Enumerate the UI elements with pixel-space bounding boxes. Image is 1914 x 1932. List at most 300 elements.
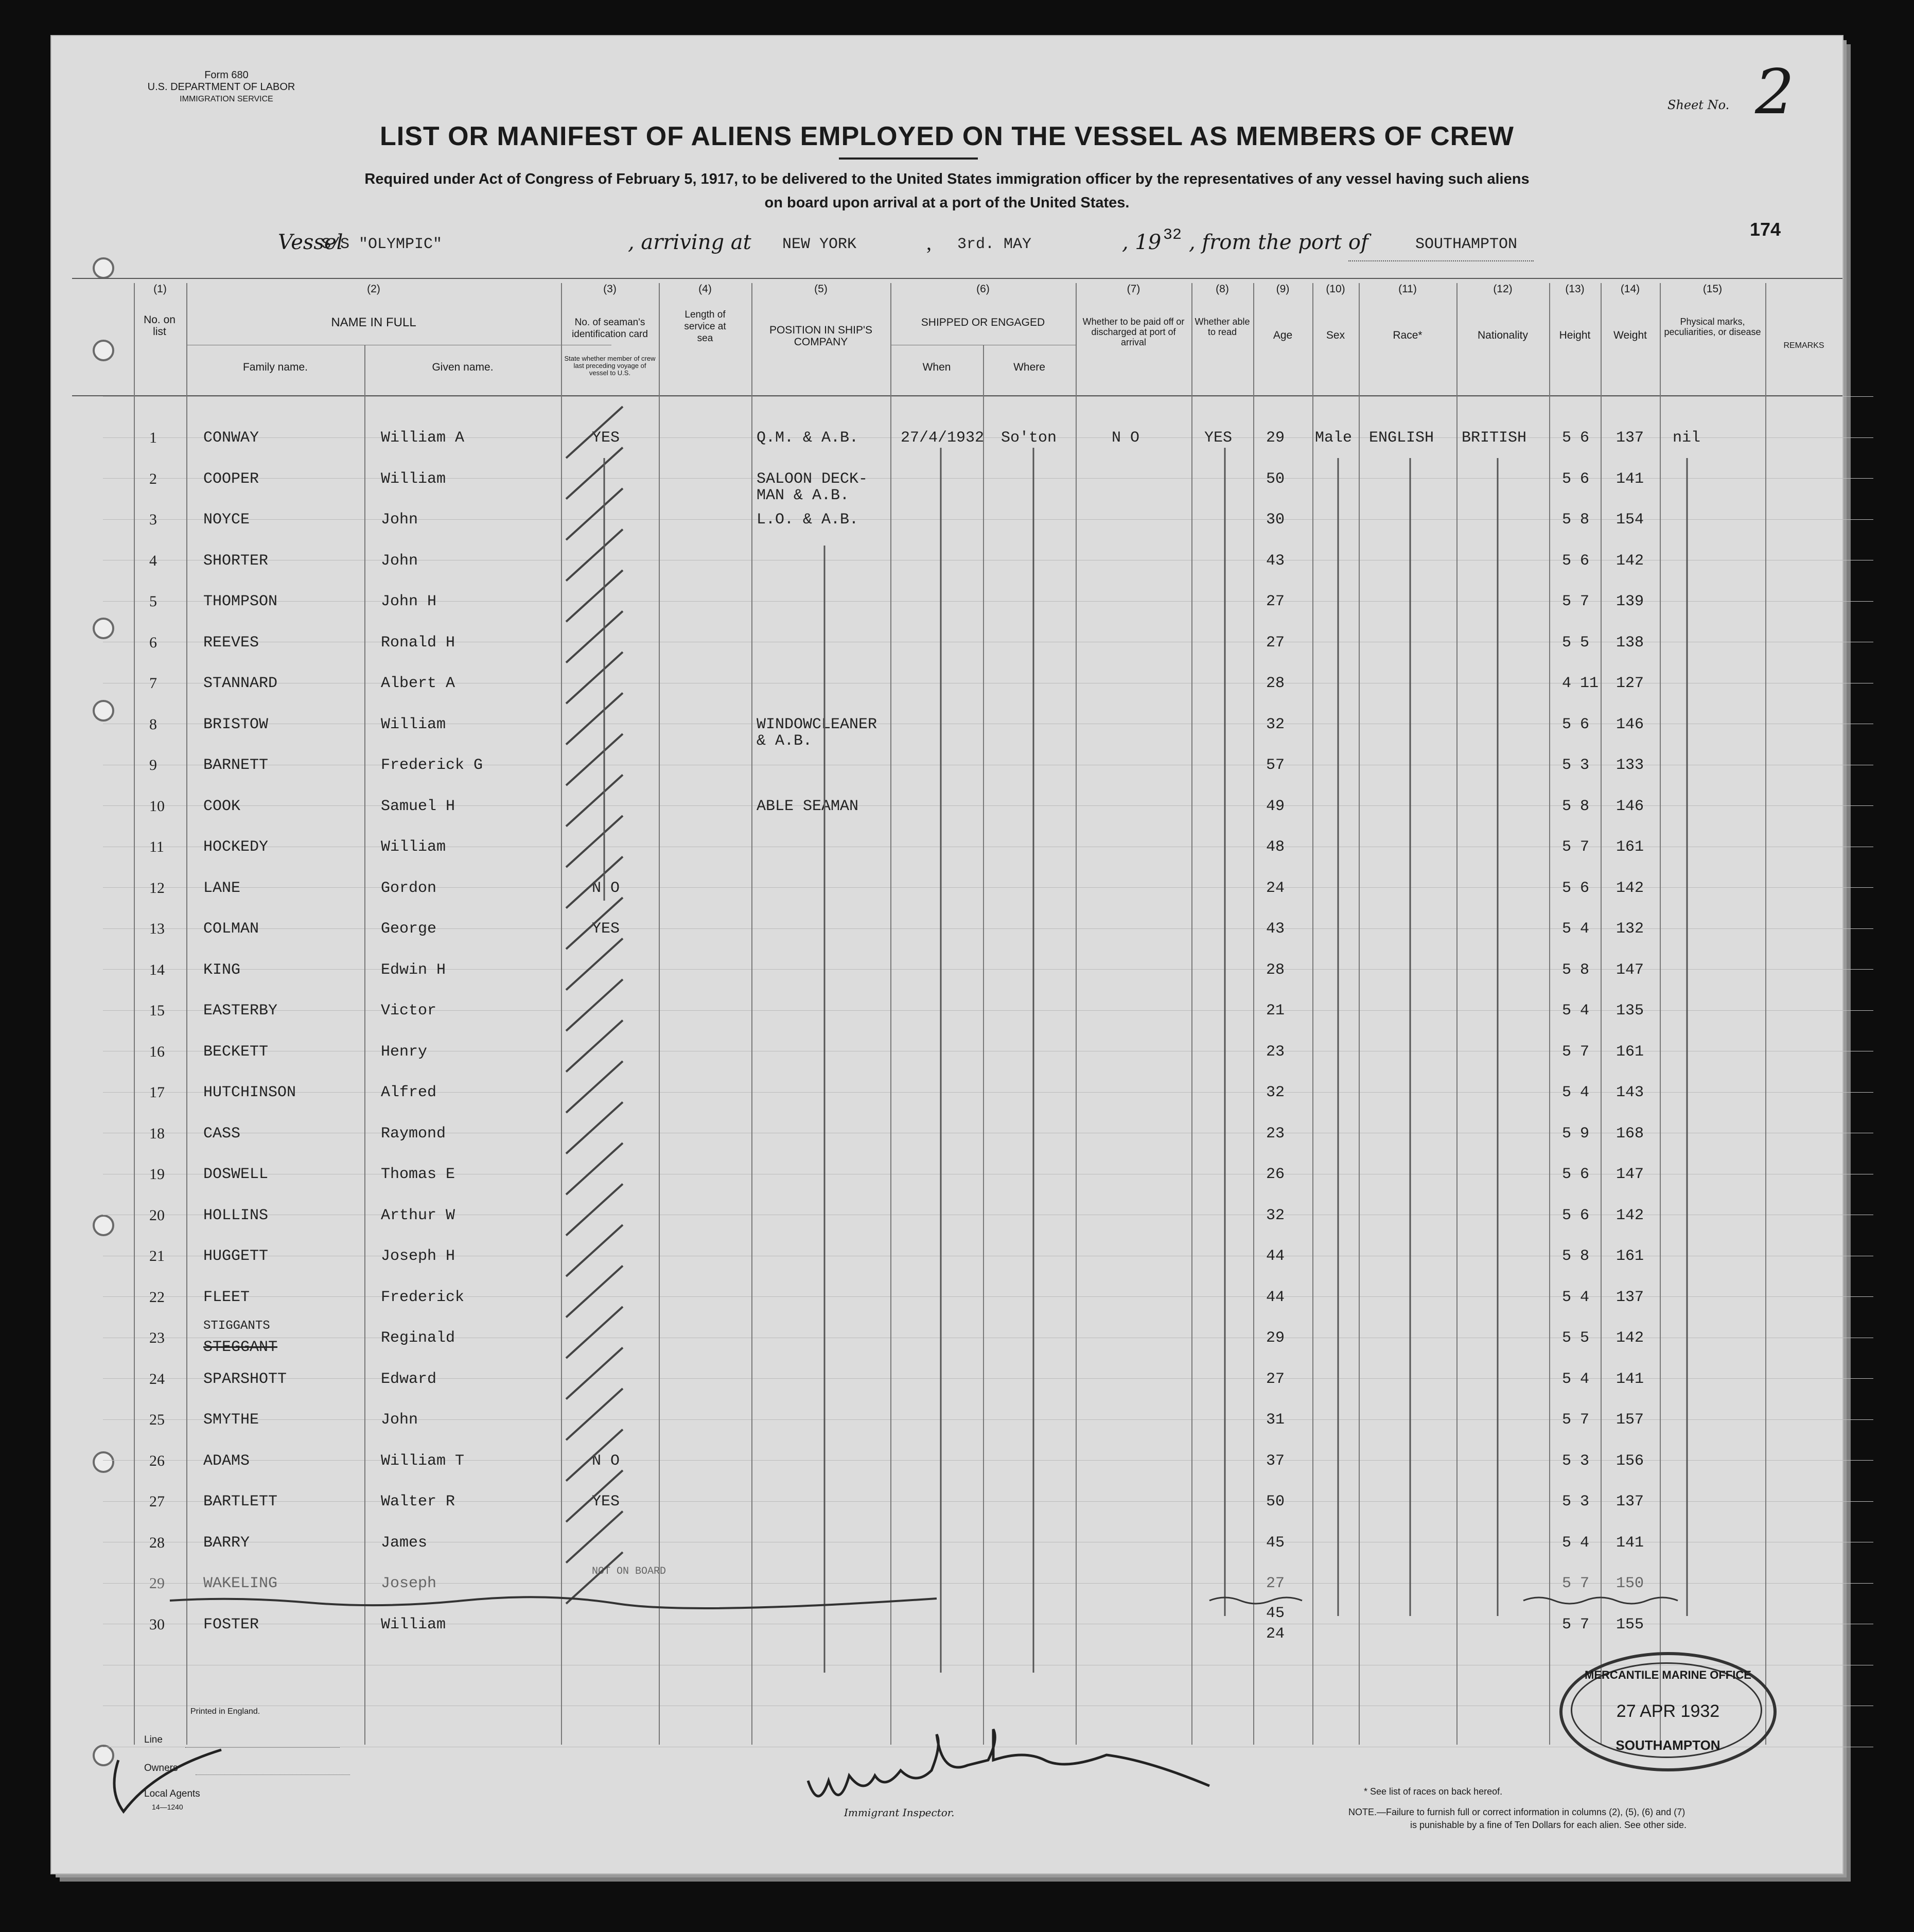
- height-inches: 3: [1580, 1452, 1590, 1470]
- height-feet: 5: [1562, 1084, 1572, 1101]
- given-name: William A: [381, 429, 465, 447]
- age: 44: [1266, 1248, 1285, 1265]
- weight: 141: [1616, 1534, 1644, 1552]
- col6a-header: When: [922, 361, 951, 373]
- given-name: John: [381, 1411, 418, 1429]
- height-feet: 5: [1562, 838, 1572, 856]
- given-name: Gordon: [381, 879, 437, 897]
- row-number: 17: [149, 1084, 165, 1101]
- weight: 161: [1616, 1248, 1644, 1265]
- height-feet: 5: [1562, 1493, 1572, 1511]
- weight: 142: [1616, 1329, 1644, 1347]
- height-feet: 5: [1562, 634, 1572, 652]
- col2-num: (2): [367, 283, 380, 295]
- weight: 133: [1616, 757, 1644, 774]
- height-inches: 5: [1580, 634, 1590, 652]
- weight: 157: [1616, 1411, 1644, 1429]
- row-number: 22: [149, 1288, 165, 1306]
- height-inches: 8: [1580, 797, 1590, 815]
- family-name: CASS: [203, 1125, 241, 1143]
- card-value: YES: [592, 920, 620, 938]
- family-name-struck: STEGGANT: [203, 1339, 278, 1356]
- height-inches: 6: [1580, 1166, 1590, 1183]
- age: 32: [1266, 1206, 1285, 1224]
- given-name: William: [381, 1615, 446, 1634]
- height-inches: 4: [1580, 1370, 1590, 1388]
- age: 31: [1266, 1411, 1285, 1429]
- weight: 155: [1616, 1615, 1644, 1634]
- row-number: 11: [149, 838, 164, 855]
- family-name: STIGGANTS: [203, 1319, 270, 1333]
- family-name: ADAMS: [203, 1452, 250, 1470]
- height-feet: 5: [1562, 879, 1572, 897]
- given-name: Edward: [381, 1370, 437, 1388]
- height-feet: 5: [1562, 1206, 1572, 1224]
- given-name: Samuel H: [381, 797, 455, 815]
- year-suffix: 32: [1163, 226, 1182, 244]
- page-title: LIST OR MANIFEST OF ALIENS EMPLOYED ON THE VESSEL AS MEMBERS OF CREW: [380, 121, 1514, 151]
- family-name: BARRY: [203, 1534, 250, 1552]
- family-name: SPARSHOTT: [203, 1370, 287, 1388]
- arriving-label: , arriving at: [628, 231, 751, 254]
- row-number: 16: [149, 1043, 165, 1060]
- col4-header: Length of service at sea: [684, 309, 726, 344]
- row-number: 28: [149, 1534, 165, 1551]
- position-line-2: & A.B.: [757, 732, 813, 750]
- col2a-header: Family name.: [242, 361, 308, 373]
- age: 28: [1266, 675, 1285, 692]
- family-name: HUTCHINSON: [203, 1084, 296, 1101]
- height-feet: 5: [1562, 715, 1572, 733]
- physical-marks: nil: [1673, 429, 1701, 447]
- col16-header: REMARKS: [1783, 341, 1824, 350]
- weight: 156: [1616, 1452, 1644, 1470]
- age: 28: [1266, 961, 1285, 979]
- row-number: 29: [149, 1575, 165, 1592]
- weight: 143: [1616, 1084, 1644, 1101]
- family-name: REEVES: [203, 634, 259, 652]
- col3-note: State whether member of crew last preceding voyage of vessel to U.S.: [564, 355, 656, 377]
- col6-num: (6): [976, 283, 990, 295]
- height-feet: 5: [1562, 1248, 1572, 1265]
- able-to-read: YES: [1204, 429, 1233, 447]
- row-number: 19: [149, 1166, 165, 1183]
- nationality: BRITISH: [1462, 429, 1527, 447]
- sheet-label: Sheet No.: [1667, 98, 1730, 112]
- height-feet: 5: [1562, 429, 1572, 447]
- given-name: George: [381, 920, 437, 938]
- line-rule: [185, 1747, 340, 1748]
- weight: 135: [1616, 1002, 1644, 1020]
- height-feet: 4: [1562, 675, 1572, 692]
- weight: 168: [1616, 1125, 1644, 1143]
- age: 37: [1266, 1452, 1285, 1470]
- height-inches: 7: [1580, 593, 1590, 610]
- age: 27: [1266, 1575, 1285, 1592]
- row-number: 3: [149, 511, 157, 528]
- height-inches: 6: [1580, 429, 1590, 447]
- family-name: BARNETT: [203, 757, 269, 774]
- age: 26: [1266, 1166, 1285, 1183]
- position: ABLE SEAMAN: [757, 797, 859, 815]
- given-name: Joseph: [381, 1575, 437, 1592]
- shipped-where: So'ton: [1001, 429, 1057, 447]
- row-number: 30: [149, 1615, 165, 1633]
- shipped-when: 27/4/1932: [901, 429, 985, 447]
- age: 27: [1266, 1370, 1285, 1388]
- age: 23: [1266, 1043, 1285, 1061]
- from-label: , from the port of: [1189, 231, 1368, 254]
- given-name: John: [381, 552, 418, 570]
- height-inches: 8: [1580, 511, 1590, 529]
- row-number: 15: [149, 1002, 165, 1019]
- department: U.S. DEPARTMENT OF LABOR: [147, 81, 295, 93]
- subtitle-2: on board upon arrival at a port of the United States.: [764, 195, 1130, 211]
- given-name: Reginald: [381, 1329, 455, 1347]
- col10-num: (10): [1326, 283, 1345, 295]
- family-name: THOMPSON: [203, 593, 278, 610]
- position: WINDOWCLEANER: [757, 715, 877, 733]
- height-inches: 7: [1580, 1043, 1590, 1061]
- family-name: COOK: [203, 797, 241, 815]
- age: 43: [1266, 920, 1285, 938]
- mercantile-stamp: [1559, 1652, 1777, 1771]
- height-feet: 5: [1562, 920, 1572, 938]
- height-feet: 5: [1562, 593, 1572, 610]
- subtitle-1: Required under Act of Congress of February 5, 1917, to be delivered to the United States immigration officer by the representatives of any vessel having such aliens: [364, 171, 1530, 187]
- height-feet: 5: [1562, 797, 1572, 815]
- family-name: COOPER: [203, 470, 259, 488]
- given-name: William: [381, 715, 446, 733]
- age: 30: [1266, 511, 1285, 529]
- height-feet: 5: [1562, 1370, 1572, 1388]
- col1-header: No. on list: [144, 314, 175, 338]
- height-inches: 3: [1580, 757, 1590, 774]
- given-name: John: [381, 511, 418, 529]
- age: 57: [1266, 757, 1285, 774]
- row-number: 4: [149, 552, 157, 569]
- col8-num: (8): [1216, 283, 1229, 295]
- age: 27: [1266, 634, 1285, 652]
- col9-header: Age: [1273, 329, 1293, 341]
- col12-num: (12): [1493, 283, 1513, 295]
- weight: 138: [1616, 634, 1644, 652]
- race: ENGLISH: [1369, 429, 1434, 447]
- weight: 132: [1616, 920, 1644, 938]
- year-prefix: , 19: [1122, 231, 1162, 254]
- note-line-2: is punishable by a fine of Ten Dollars for each alien. See other side.: [1410, 1820, 1687, 1830]
- height-inches: 4: [1580, 920, 1590, 938]
- age: 50: [1266, 1493, 1285, 1511]
- family-name: BRISTOW: [203, 715, 269, 733]
- card-value: YES: [592, 429, 620, 447]
- row-number: 26: [149, 1452, 165, 1469]
- family-name: HOLLINS: [203, 1206, 269, 1224]
- family-name: BARTLETT: [203, 1493, 278, 1511]
- sex: Male: [1315, 429, 1353, 447]
- col2-header: NAME IN FULL: [331, 315, 416, 329]
- age: 21: [1266, 1002, 1285, 1020]
- weight: 141: [1616, 470, 1644, 488]
- height-inches: 6: [1580, 715, 1590, 733]
- col15-num: (15): [1702, 283, 1723, 295]
- given-name: Edwin H: [381, 961, 446, 979]
- height-feet: 5: [1562, 1575, 1572, 1592]
- card-value: NOT ON BOARD: [592, 1566, 666, 1577]
- manifest-sheet: [51, 36, 1842, 1873]
- row-number: 9: [149, 757, 157, 774]
- line-label: Line: [144, 1734, 163, 1745]
- row-number: 23: [149, 1329, 165, 1346]
- weight: 141: [1616, 1370, 1644, 1388]
- form-ref: 14—1240: [152, 1803, 183, 1811]
- weight: 147: [1616, 1166, 1644, 1183]
- height-inches: 4: [1580, 1534, 1590, 1552]
- weight: 146: [1616, 715, 1644, 733]
- col6-header: SHIPPED OR ENGAGED: [921, 317, 1045, 328]
- stamp-date: 27 APR 1932: [1616, 1701, 1720, 1721]
- given-name: Alfred: [381, 1084, 437, 1101]
- age: 24: [1266, 879, 1285, 897]
- col11-num: (11): [1398, 283, 1417, 295]
- age: 32: [1266, 715, 1285, 733]
- height-inches: 11: [1580, 675, 1599, 692]
- from-port: SOUTHAMPTON: [1415, 236, 1518, 253]
- family-name: HOCKEDY: [203, 838, 269, 856]
- weight: 139: [1616, 593, 1644, 610]
- age-corrected: 24: [1266, 1625, 1285, 1643]
- family-name: HUGGETT: [203, 1248, 269, 1265]
- agents-label: Local Agents: [144, 1788, 200, 1799]
- height-inches: 5: [1580, 1329, 1590, 1347]
- col12-header: Nationality: [1477, 329, 1529, 341]
- height-inches: 7: [1580, 1615, 1590, 1634]
- card-value: N O: [592, 879, 620, 897]
- given-name: William: [381, 838, 446, 856]
- col7-num: (7): [1127, 283, 1140, 295]
- age: 48: [1266, 838, 1285, 856]
- weight: 142: [1616, 552, 1644, 570]
- weight: 147: [1616, 961, 1644, 979]
- height-inches: 6: [1580, 552, 1590, 570]
- age: 29: [1266, 1329, 1285, 1347]
- height-inches: 8: [1580, 961, 1590, 979]
- arrival-date: 3rd. MAY: [957, 236, 1032, 253]
- col14-header: Weight: [1613, 329, 1647, 341]
- height-inches: 6: [1580, 879, 1590, 897]
- stamp-number: 174: [1750, 219, 1781, 240]
- height-feet: 5: [1562, 511, 1572, 529]
- note-races: * See list of races on back hereof.: [1364, 1786, 1503, 1797]
- given-name: Walter R: [381, 1493, 455, 1511]
- family-name: EASTERBY: [203, 1002, 278, 1020]
- family-name: NOYCE: [203, 511, 250, 529]
- family-name: FLEET: [203, 1288, 250, 1306]
- family-name: KING: [203, 961, 241, 979]
- position: SALOON DECK-: [757, 470, 868, 488]
- given-name: Raymond: [381, 1125, 446, 1143]
- col6b-header: Where: [1013, 361, 1045, 373]
- given-name: Arthur W: [381, 1206, 455, 1224]
- row-number: 20: [149, 1206, 165, 1224]
- sheet-number: 2: [1755, 57, 1795, 128]
- row-number: 2: [149, 470, 157, 487]
- given-name: Albert A: [381, 675, 455, 692]
- col11-header: Race*: [1393, 329, 1423, 341]
- given-name: Victor: [381, 1002, 437, 1020]
- given-name: John H: [381, 593, 437, 610]
- height-inches: 4: [1580, 1002, 1590, 1020]
- given-name: Frederick G: [381, 757, 483, 774]
- height-inches: 8: [1580, 1248, 1590, 1265]
- card-value: N O: [592, 1452, 620, 1470]
- height-feet: 5: [1562, 961, 1572, 979]
- age: 49: [1266, 797, 1285, 815]
- height-feet: 5: [1562, 1002, 1572, 1020]
- row-number: 8: [149, 715, 157, 733]
- col2b-header: Given name.: [432, 361, 494, 373]
- inspector-label: Immigrant Inspector.: [844, 1806, 955, 1819]
- height-inches: 6: [1580, 1206, 1590, 1224]
- given-name: Frederick: [381, 1288, 465, 1306]
- row-number: 1: [149, 429, 157, 446]
- age: 43: [1266, 552, 1285, 570]
- col13-num: (13): [1565, 283, 1585, 295]
- row-number: 24: [149, 1370, 165, 1387]
- comma: ,: [926, 231, 932, 254]
- given-name: William T: [381, 1452, 465, 1470]
- height-feet: 5: [1562, 552, 1572, 570]
- col9-num: (9): [1276, 283, 1290, 295]
- age: 45: [1266, 1534, 1285, 1552]
- height-feet: 5: [1562, 1452, 1572, 1470]
- col8-header: Whether able to read: [1195, 317, 1250, 337]
- inspector-signature-text: [669, 1765, 671, 1766]
- row-number: 25: [149, 1411, 165, 1428]
- family-name: SHORTER: [203, 552, 269, 570]
- note-line-1: NOTE.—Failure to furnish full or correct information in columns (2), (5), (6) and (7): [1348, 1807, 1685, 1817]
- weight: 154: [1616, 511, 1644, 529]
- weight: 146: [1616, 797, 1644, 815]
- weight: 127: [1616, 675, 1644, 692]
- row-number: 18: [149, 1125, 165, 1142]
- weight: 161: [1616, 1043, 1644, 1061]
- height-inches: 7: [1580, 1411, 1590, 1429]
- row-number: 10: [149, 797, 165, 815]
- stamp-bottom: SOUTHAMPTON: [1616, 1737, 1720, 1753]
- age: 50: [1266, 470, 1285, 488]
- vessel-label: Vessel: [278, 231, 343, 254]
- col3-num: (3): [603, 283, 617, 295]
- row-number: 5: [149, 593, 157, 610]
- col3-header: No. of seaman's identification card: [572, 317, 648, 340]
- weight: 137: [1616, 429, 1644, 447]
- printed-in: Printed in England.: [190, 1707, 260, 1716]
- position-line-2: MAN & A.B.: [757, 486, 850, 504]
- family-name: COLMAN: [203, 920, 259, 938]
- family-name: DOSWELL: [203, 1166, 269, 1183]
- col4-num: (4): [698, 283, 712, 295]
- col14-num: (14): [1620, 283, 1640, 295]
- inspector-signature: [808, 1729, 1209, 1796]
- height-feet: 5: [1562, 1288, 1572, 1306]
- age: 27: [1266, 593, 1285, 610]
- age: 44: [1266, 1288, 1285, 1306]
- position: L.O. & A.B.: [757, 511, 859, 529]
- height-inches: 9: [1580, 1125, 1590, 1143]
- owners-label: Owners: [144, 1763, 178, 1773]
- height-feet: 5: [1562, 1534, 1572, 1552]
- row-number: 12: [149, 879, 165, 897]
- service: IMMIGRATION SERVICE: [180, 95, 273, 103]
- row-number: 7: [149, 675, 157, 692]
- arrival-port: NEW YORK: [782, 236, 857, 253]
- family-name: CONWAY: [203, 429, 259, 447]
- height-inches: 7: [1580, 1575, 1590, 1592]
- stamp-top: MERCANTILE MARINE OFFICE: [1585, 1668, 1751, 1681]
- vessel-name: S/S "OLYMPIC": [322, 236, 443, 253]
- weight: 142: [1616, 879, 1644, 897]
- age: 23: [1266, 1125, 1285, 1143]
- height-feet: 5: [1562, 470, 1572, 488]
- col1-num: (1): [153, 283, 167, 295]
- age: 45: [1266, 1604, 1285, 1622]
- family-name: BECKETT: [203, 1043, 269, 1061]
- col7-header: Whether to be paid off or discharged at port of arrival: [1082, 317, 1185, 347]
- height-inches: 7: [1580, 838, 1590, 856]
- row-number: 27: [149, 1493, 165, 1510]
- row-number: 14: [149, 961, 165, 978]
- height-inches: 4: [1580, 1288, 1590, 1306]
- col15-header: Physical marks, peculiarities, or disease: [1664, 317, 1761, 337]
- height-inches: 4: [1580, 1084, 1590, 1101]
- height-feet: 5: [1562, 1166, 1572, 1183]
- height-inches: 6: [1580, 470, 1590, 488]
- weight: 161: [1616, 838, 1644, 856]
- given-name: Ronald H: [381, 634, 455, 652]
- weight: 150: [1616, 1575, 1644, 1592]
- age: 32: [1266, 1084, 1285, 1101]
- height-feet: 5: [1562, 1411, 1572, 1429]
- given-name: Henry: [381, 1043, 428, 1061]
- family-name: SMYTHE: [203, 1411, 259, 1429]
- height-inches: 3: [1580, 1493, 1590, 1511]
- family-name: WAKELING: [203, 1575, 278, 1592]
- row-number: 6: [149, 634, 157, 651]
- weight: 137: [1616, 1288, 1644, 1306]
- family-name: STANNARD: [203, 675, 278, 692]
- handwritten-marks: [51, 36, 1842, 1873]
- col5-num: (5): [814, 283, 828, 295]
- given-name: Joseph H: [381, 1248, 455, 1265]
- height-feet: 5: [1562, 757, 1572, 774]
- height-feet: 5: [1562, 1125, 1572, 1143]
- age: 29: [1266, 429, 1285, 447]
- height-feet: 5: [1562, 1615, 1572, 1634]
- row-number: 13: [149, 920, 165, 937]
- weight: 142: [1616, 1206, 1644, 1224]
- given-name: William: [381, 470, 446, 488]
- paid-off: N O: [1112, 429, 1140, 447]
- form-number: Form 680: [204, 69, 249, 81]
- row-number: 21: [149, 1248, 165, 1264]
- card-value: YES: [592, 1493, 620, 1511]
- col5-header: POSITION IN SHIP'S COMPANY: [769, 324, 873, 348]
- position: Q.M. & A.B.: [757, 429, 859, 447]
- col10-header: Sex: [1326, 329, 1345, 341]
- family-name: LANE: [203, 879, 241, 897]
- weight: 137: [1616, 1493, 1644, 1511]
